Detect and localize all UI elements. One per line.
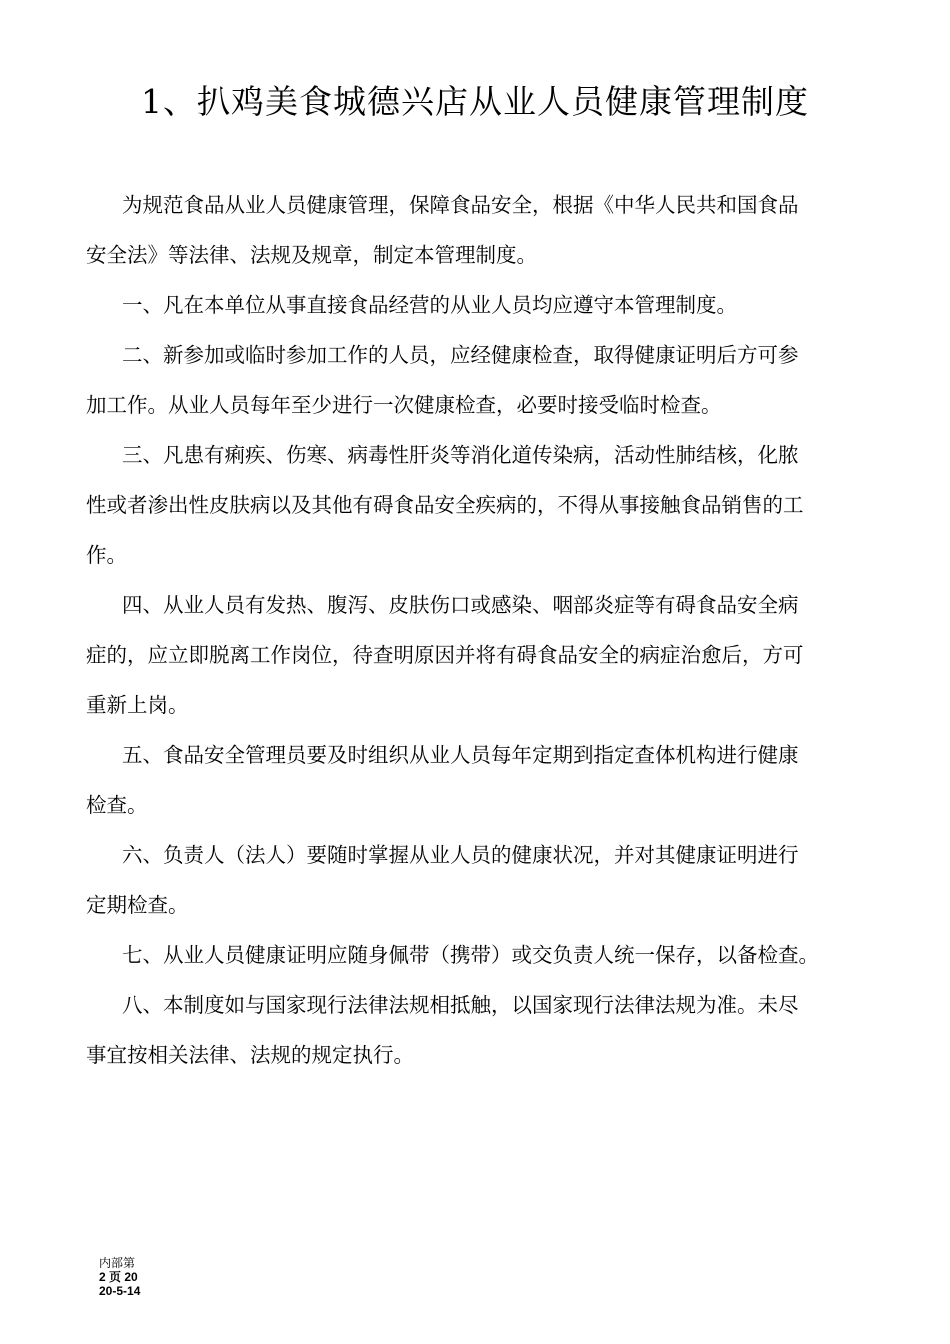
- paragraph-line: 三、凡患有痢疾、伤寒、病毒性肝炎等消化道传染病，活动性肺结核，化脓: [122, 443, 799, 467]
- paragraph-line: 检查。: [86, 793, 148, 817]
- paragraph-line: 八、本制度如与国家现行法律法规相抵触，以国家现行法律法规为准。未尽: [122, 993, 799, 1017]
- paragraph-line: 事宜按相关法律、法规的规定执行。: [86, 1043, 414, 1067]
- paragraph-line: 重新上岗。: [86, 693, 189, 717]
- paragraph-line: 性或者渗出性皮肤病以及其他有碍食品安全疾病的，不得从事接触食品销售的工: [86, 493, 804, 517]
- paragraph-line: 七、从业人员健康证明应随身佩带（携带）或交负责人统一保存，以备检查。: [122, 943, 819, 967]
- paragraph-line: 六、负责人（法人）要随时掌握从业人员的健康状况，并对其健康证明进行: [122, 843, 799, 867]
- paragraph-line: 一、凡在本单位从事直接食品经营的从业人员均应遵守本管理制度。: [122, 293, 737, 317]
- paragraph-line: 为规范食品从业人员健康管理，保障食品安全，根据《中华人民共和国食品: [122, 193, 799, 217]
- paragraph-line: 二、新参加或临时参加工作的人员，应经健康检查，取得健康证明后方可参: [122, 343, 799, 367]
- footer-line: 内部第: [99, 1256, 136, 1270]
- footer-date: 20-5-14: [99, 1284, 141, 1298]
- paragraph-line: 加工作。从业人员每年至少进行一次健康检查，必要时接受临时检查。: [86, 393, 722, 417]
- paragraph-line: 安全法》等法律、法规及规章，制定本管理制度。: [86, 243, 537, 267]
- paragraph-line: 作。: [86, 543, 127, 567]
- footer-page-number: 2 页 20: [99, 1270, 138, 1284]
- paragraph-line: 定期检查。: [86, 893, 189, 917]
- page-title: 1、扒鸡美食城德兴店从业人员健康管理制度: [141, 82, 809, 121]
- paragraph-line: 五、食品安全管理员要及时组织从业人员每年定期到指定查体机构进行健康: [122, 743, 799, 767]
- paragraph-line: 症的，应立即脱离工作岗位，待查明原因并将有碍食品安全的病症治愈后，方可: [86, 643, 804, 667]
- paragraph-line: 四、从业人员有发热、腹泻、皮肤伤口或感染、咽部炎症等有碍食品安全病: [122, 593, 799, 617]
- page-footer: [99, 1256, 219, 1298]
